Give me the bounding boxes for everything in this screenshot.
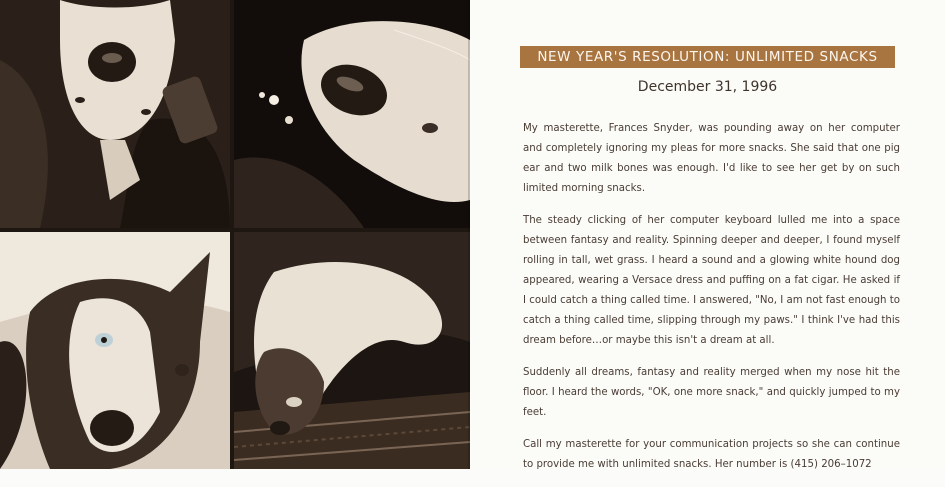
entry-date: December 31, 1996 [637,79,778,95]
paragraph-2: The steady clicking of her computer keyboard lulled me into a space between fantasy and reality. Spinning deeper and deeper, I found myself rolling in tall, wet grass. I heard a sound and a glowing white hound dog appeared, wearing a Versace dress and puffing on a fat cigar. He asked if I could catch a thing called time. I answered, "No, I am not fast enough to catch a thing called time, slipping through my paws." I think I've had this dream before…or maybe this isn't a dream at all. [523,215,900,346]
paragraph-4: Call my masterette for your communication projects so she can continue to provide me with unlimited snacks. Her number is (415) 206–1072 [523,439,900,470]
story-body [523,119,900,487]
photo-husky-upside-down [0,0,230,228]
text-page [470,0,945,469]
photo-husky-face-tilted [0,232,230,469]
paragraph-1: My masterette, Frances Snyder, was pounding away on her computer and completely ignoring my pleas for more snacks. She said that one pig ear and two milk bones was enough. I'd like to see her get by on such limited morning snacks. [523,123,900,194]
paragraph-3: Suddenly all dreams, fantasy and reality merged when my nose hit the floor. I heard the words, "OK, one more snack," and quickly jumped to my feet. [523,367,900,418]
photo-husky-nose-closeup [234,0,470,228]
photo-husky-lying-on-rug [234,232,470,469]
title-banner: NEW YEAR'S RESOLUTION: UNLIMITED SNACKS [520,46,895,68]
photo-grid-page [0,0,470,469]
